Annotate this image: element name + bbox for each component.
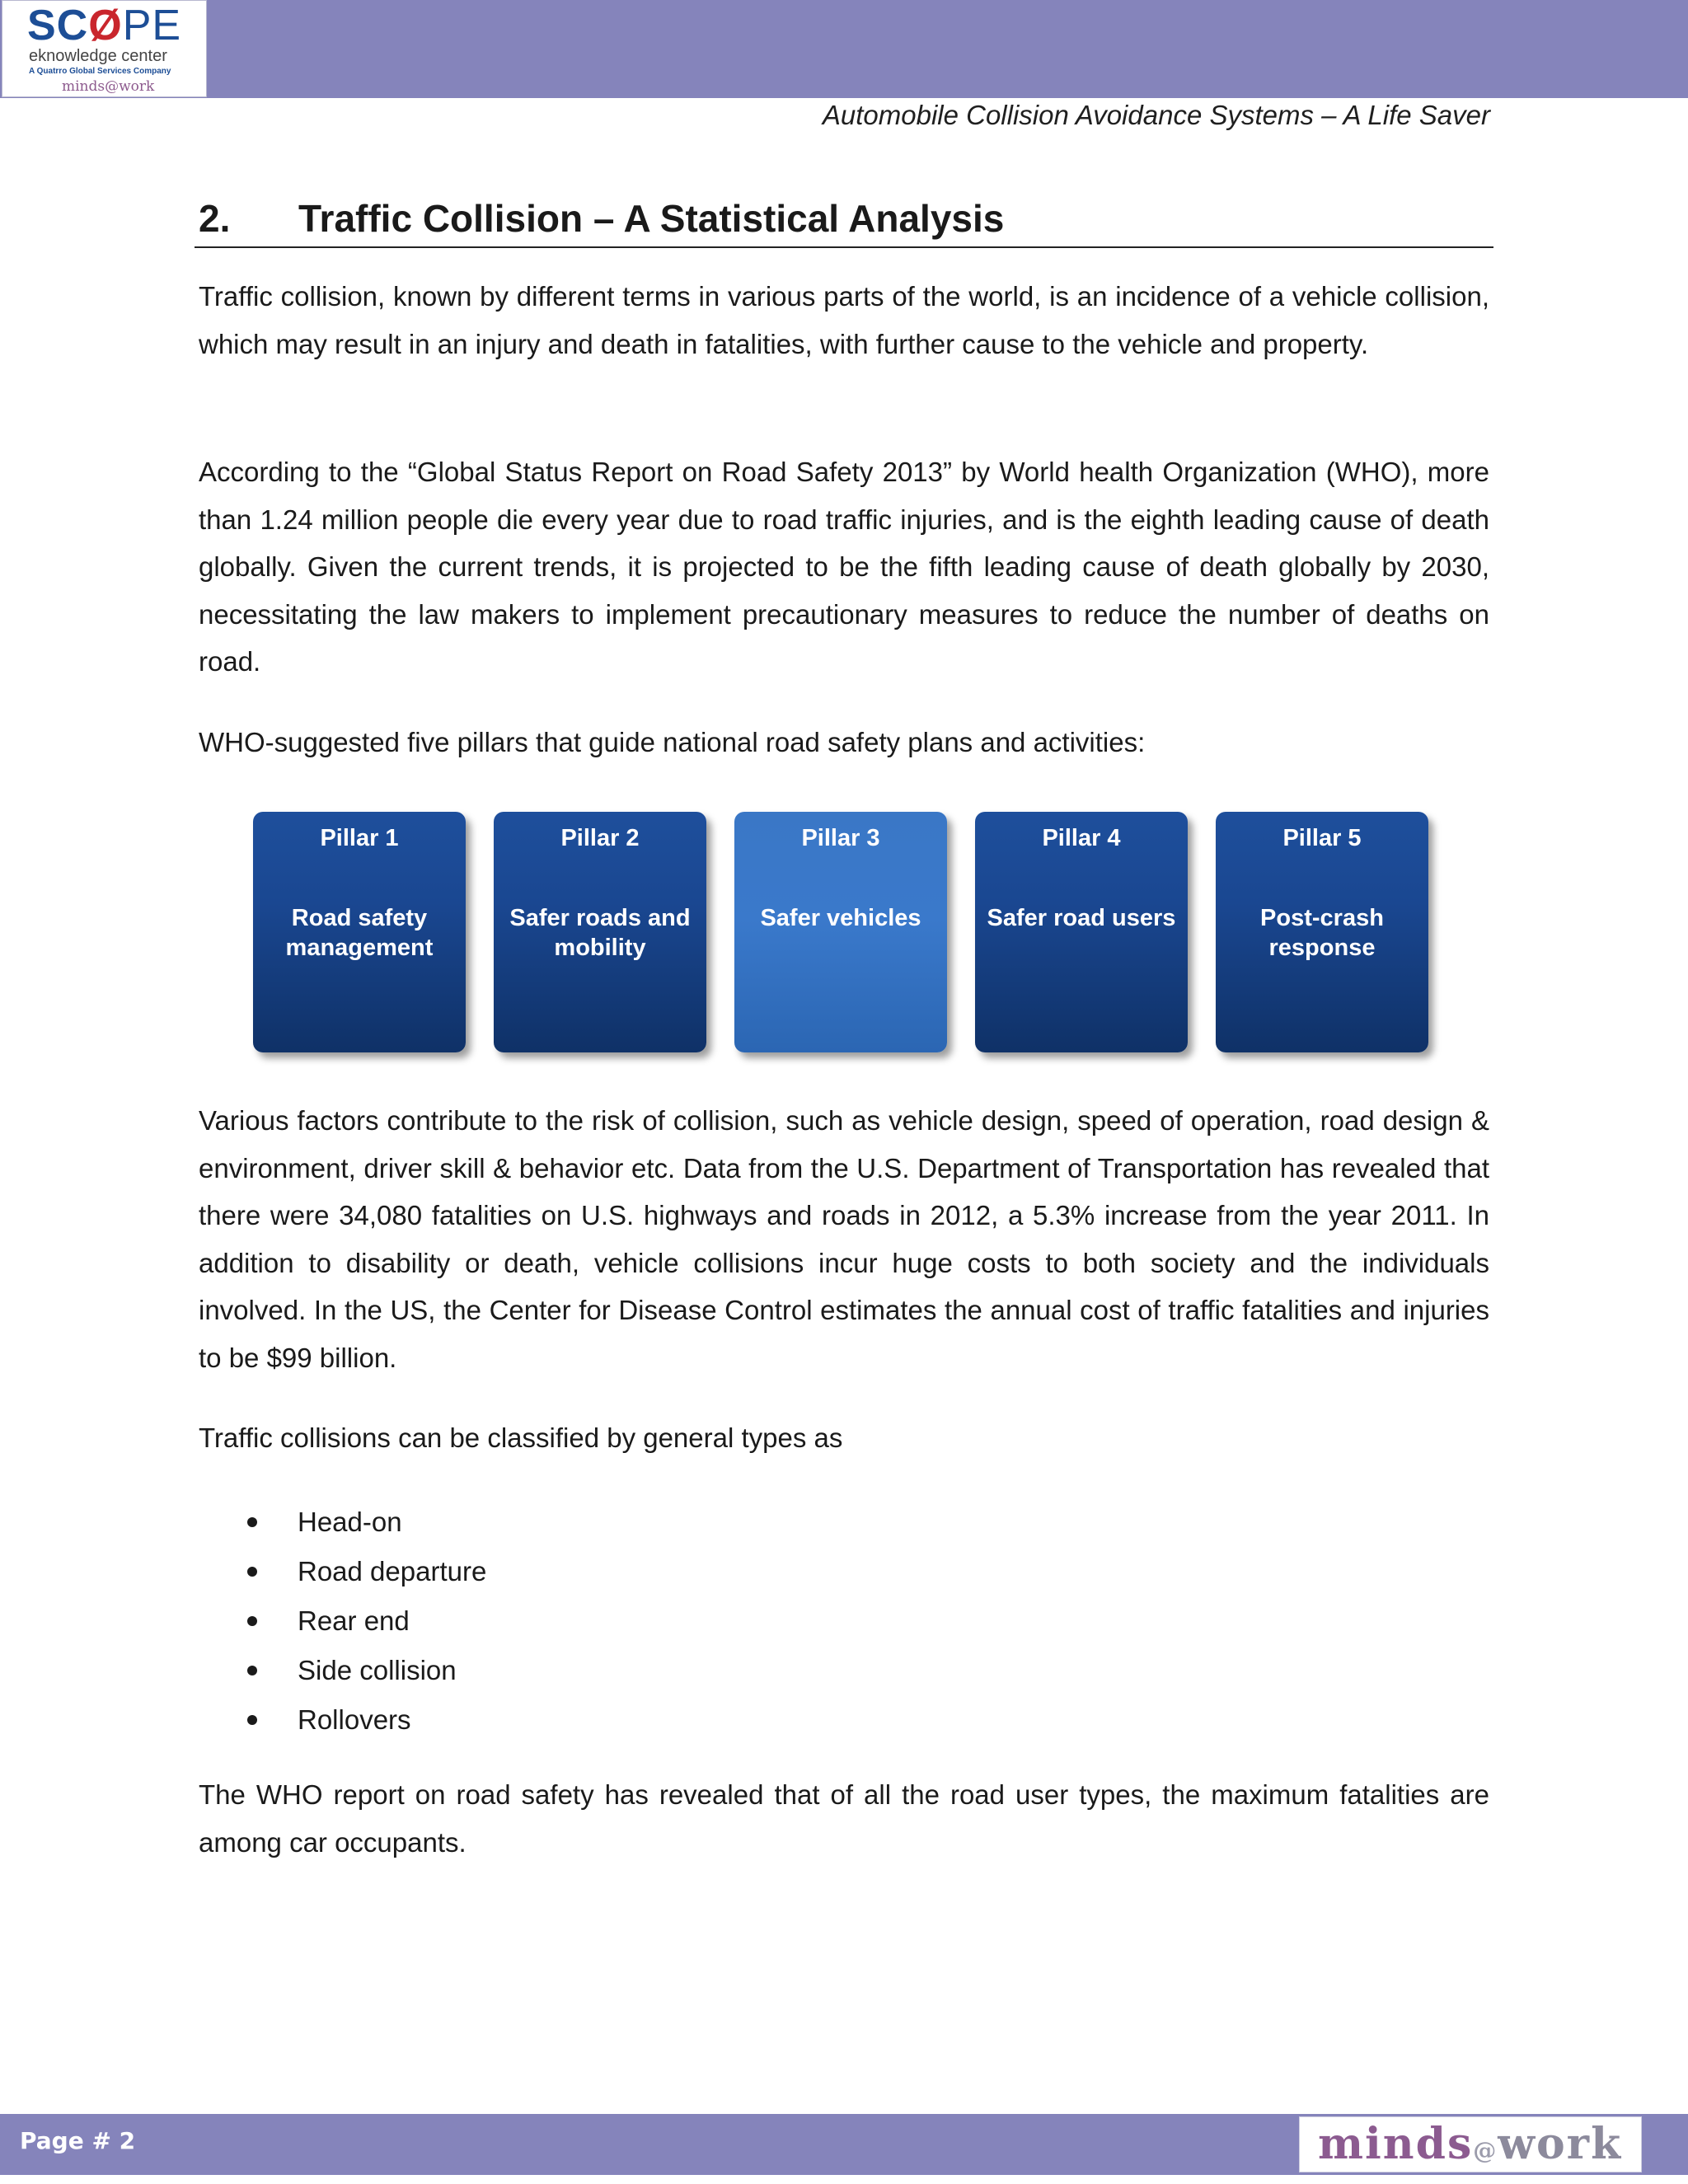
logo-brand: [27, 2, 181, 49]
footer-logo-minds: minds: [1318, 2119, 1474, 2169]
list-item-text: Head-on: [298, 1507, 402, 1537]
pillar-text: Road safety management: [285, 905, 434, 961]
pillar-text: Safer road users: [987, 905, 1176, 931]
pillar-title: Pillar 1: [320, 825, 399, 851]
bullet-icon: [247, 1666, 257, 1675]
pillar-3: [734, 812, 947, 1052]
bullet-icon: [247, 1567, 257, 1577]
paragraph-car-occupants: The WHO report on road safety has revealed that of all the road user types, the maximum fatalities are among car occupants.: [199, 1779, 1489, 1858]
pillar-text: Safer vehicles: [760, 905, 921, 931]
pillar-1: [253, 812, 466, 1052]
paragraph-risk-factors: Various factors contribute to the risk of collision, such as vehicle design, speed of operation, road design & environment, driver skill & behavior etc. Data from the U.S. Department of Transportation has revealed that there were 34,080 fatalities on U.S. highways and roads in 2012, a 5.3% increase from the year 2011. In addition to disability or death, vehicle collisions incur huge costs to both society and the individuals involved. In the US, the Center for Disease Control estimates the annual cost of traffic fatalities and injuries to be $99 billion.: [199, 1105, 1489, 1373]
bullet-icon: [247, 1616, 257, 1626]
paragraph-pillars-intro: WHO-suggested five pillars that guide national road safety plans and activities:: [199, 727, 1146, 757]
section-heading: [195, 195, 1493, 248]
pillar-title: Pillar 2: [560, 825, 640, 851]
pillar-2: [494, 812, 706, 1052]
page-number: Page # 2: [20, 2127, 136, 2154]
pillar-text: Post-crash response: [1260, 905, 1384, 961]
footer-logo-work: work: [1498, 2119, 1623, 2169]
logo-brand-suffix: PE: [122, 2, 182, 49]
logo-brand-o: Ø: [88, 2, 123, 49]
footer-logo-at: @: [1473, 2137, 1498, 2164]
paragraph-who-report: According to the “Global Status Report on Road Safety 2013” by World health Organization (WHO), more than 1.24 million people die every year due to road traffic injuries, and is the eighth leading cause of death globally. Given the current trends, it is projected to be the fifth leading cause of death globally by 2030, necessitating the law makers to implement precautionary measures to reduce the number of deaths on road.: [199, 457, 1489, 677]
logo-subtitle: eknowledge center: [29, 47, 167, 65]
section-title: Traffic Collision – A Statistical Analysis: [298, 197, 1005, 240]
pillar-title: Pillar 4: [1042, 825, 1121, 851]
paragraph-types-intro: Traffic collisions can be classified by general types as: [199, 1422, 843, 1453]
section-number: 2.: [199, 197, 231, 240]
logo-sub-brand: minds@work: [62, 78, 155, 95]
pillars-diagram: [253, 812, 1430, 1052]
pillar-title: Pillar 5: [1282, 825, 1362, 851]
list-item-text: Side collision: [298, 1655, 457, 1685]
minds-at-work-logo: [1299, 2116, 1642, 2172]
paragraph-definition: Traffic collision, known by different terms in various parts of the world, is an incidence of a vehicle collision, which may result in an injury and death in fatalities, with further cause to the vehicle and property.: [199, 281, 1489, 359]
footer-logo-text: [1318, 2119, 1622, 2177]
list-item-text: Rear end: [298, 1605, 410, 1636]
logo-brand-prefix: SC: [27, 2, 89, 49]
pillar-4: [975, 812, 1188, 1052]
scope-logo: [2, 0, 207, 97]
list-item-text: Road departure: [298, 1556, 487, 1586]
running-title: Automobile Collision Avoidance Systems – A Life Saver: [822, 100, 1490, 130]
pillar-text: Safer roads and mobility: [509, 905, 691, 961]
pillar-5: [1216, 812, 1428, 1052]
pillar-title: Pillar 3: [801, 825, 880, 851]
list-item-text: Rollovers: [298, 1704, 411, 1735]
bullet-icon: [247, 1715, 257, 1725]
logo-tagline: A Quatrro Global Services Company: [29, 67, 171, 76]
bullet-icon: [247, 1517, 257, 1527]
header-band: [0, 0, 1688, 98]
